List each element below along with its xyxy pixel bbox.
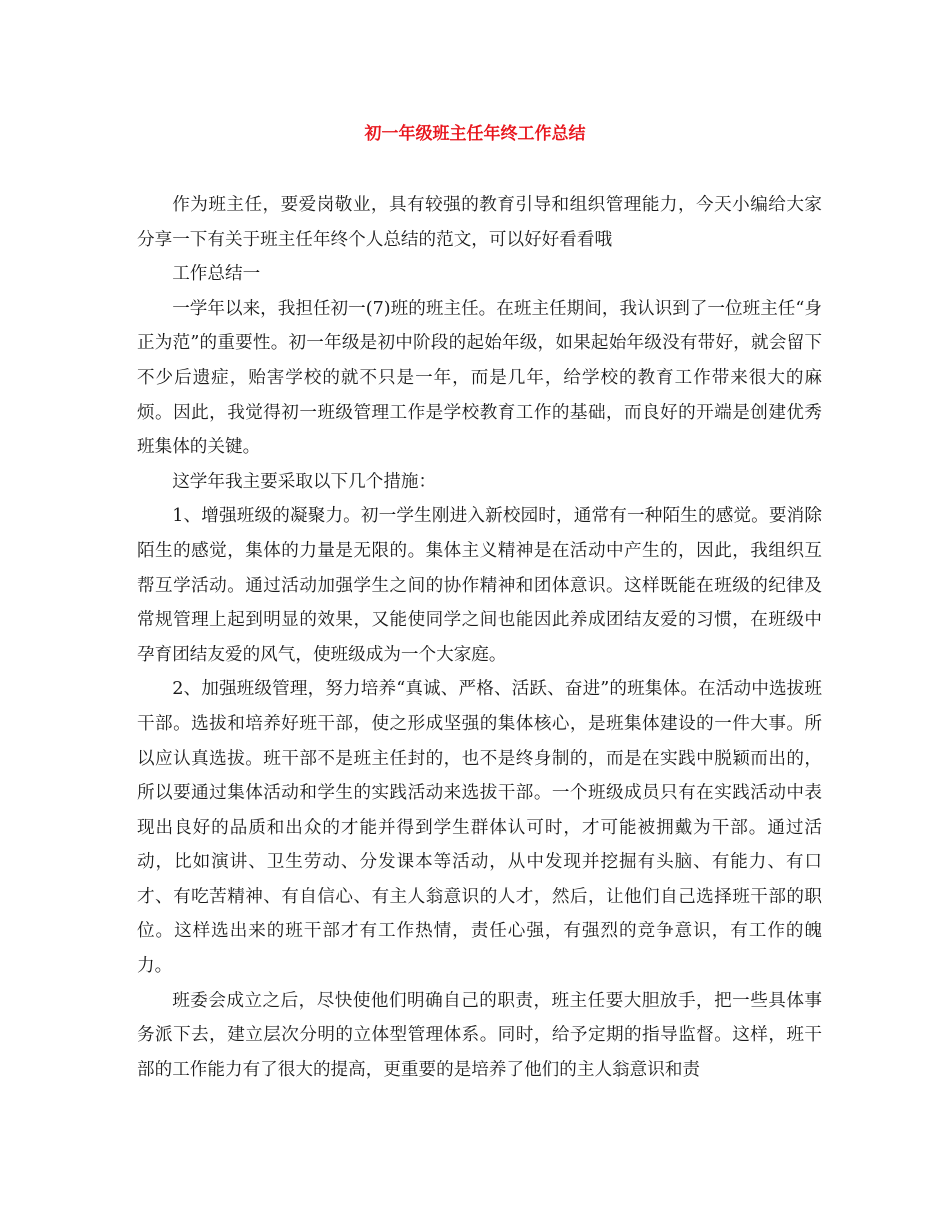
body-paragraph: 班委会成立之后，尽快使他们明确自己的职责，班主任要大胆放手，把一些具体事务派下去，建立层次分明的立体型管理体系。同时，给予定期的指导监督。这样，班干部的工作能力有了很大的提高，更重要的是培养了他们的主人翁意识和责 [137,990,822,1080]
intro-paragraph: 作为班主任，要爱岗敬业，具有较强的教育引导和组织管理能力，今天小编给大家分享一下有关于班主任年终个人总结的范文，可以好好看看哦 [137,195,822,250]
body-paragraph: 2、加强班级管理，努力培养“真诚、严格、活跃、奋进”的班集体。在活动中选拔班干部。选拔和培养好班干部，使之形成坚强的集体核心，是班集体建设的一件大事。所以应认真选拔。班干部不是班主任封的，也不是终身制的，而是在实践中脱颖而出的，所以要通过集体活动和学生的实践活动来选拔干部。一个班级成员只有在实践活动中表现出良好的品质和出众的才能并得到学生群体认可时，才可能被拥戴为干部。通过活动，比如演讲、卫生劳动、分发课本等活动，从中发现并挖掘有头脑、有能力、有口才、有吃苦精神、有自信心、有主人翁意识的人才，然后，让他们自己选择班干部的职位。这样选出来的班干部才有工作热情，责任心强，有强烈的竞争意识，有工作的魄力。 [137,679,822,977]
document-body [137,188,822,1087]
body-paragraph: 1、增强班级的凝聚力。初一学生刚进入新校园时，通常有一种陌生的感觉。要消除陌生的感觉，集体的力量是无限的。集体主义精神是在活动中产生的，因此，我组织互帮互学活动。通过活动加强学生之间的协作精神和团体意识。这样既能在班级的纪律及常规管理上起到明显的效果，又能使同学之间也能因此养成团结友爱的习惯，在班级中孕育团结友爱的风气，使班级成为一个大家庭。 [137,506,822,665]
section-heading: 工作总结一 [172,264,261,285]
body-paragraph: 这学年我主要采取以下几个措施： [172,471,437,492]
document-title: 初一年级班主任年终工作总结 [364,124,586,144]
body-paragraph: 一学年以来，我担任初一(7)班的班主任。在班主任期间，我认识到了一位班主任“身正为范”的重要性。初一年级是初中阶段的起始年级，如果起始年级没有带好，就会留下不少后遗症，贻害学校的就不只是一年，而是几年，给学校的教育工作带来很大的麻烦。因此，我觉得初一班级管理工作是学校教育工作的基础，而良好的开端是创建优秀班集体的关键。 [137,298,822,458]
